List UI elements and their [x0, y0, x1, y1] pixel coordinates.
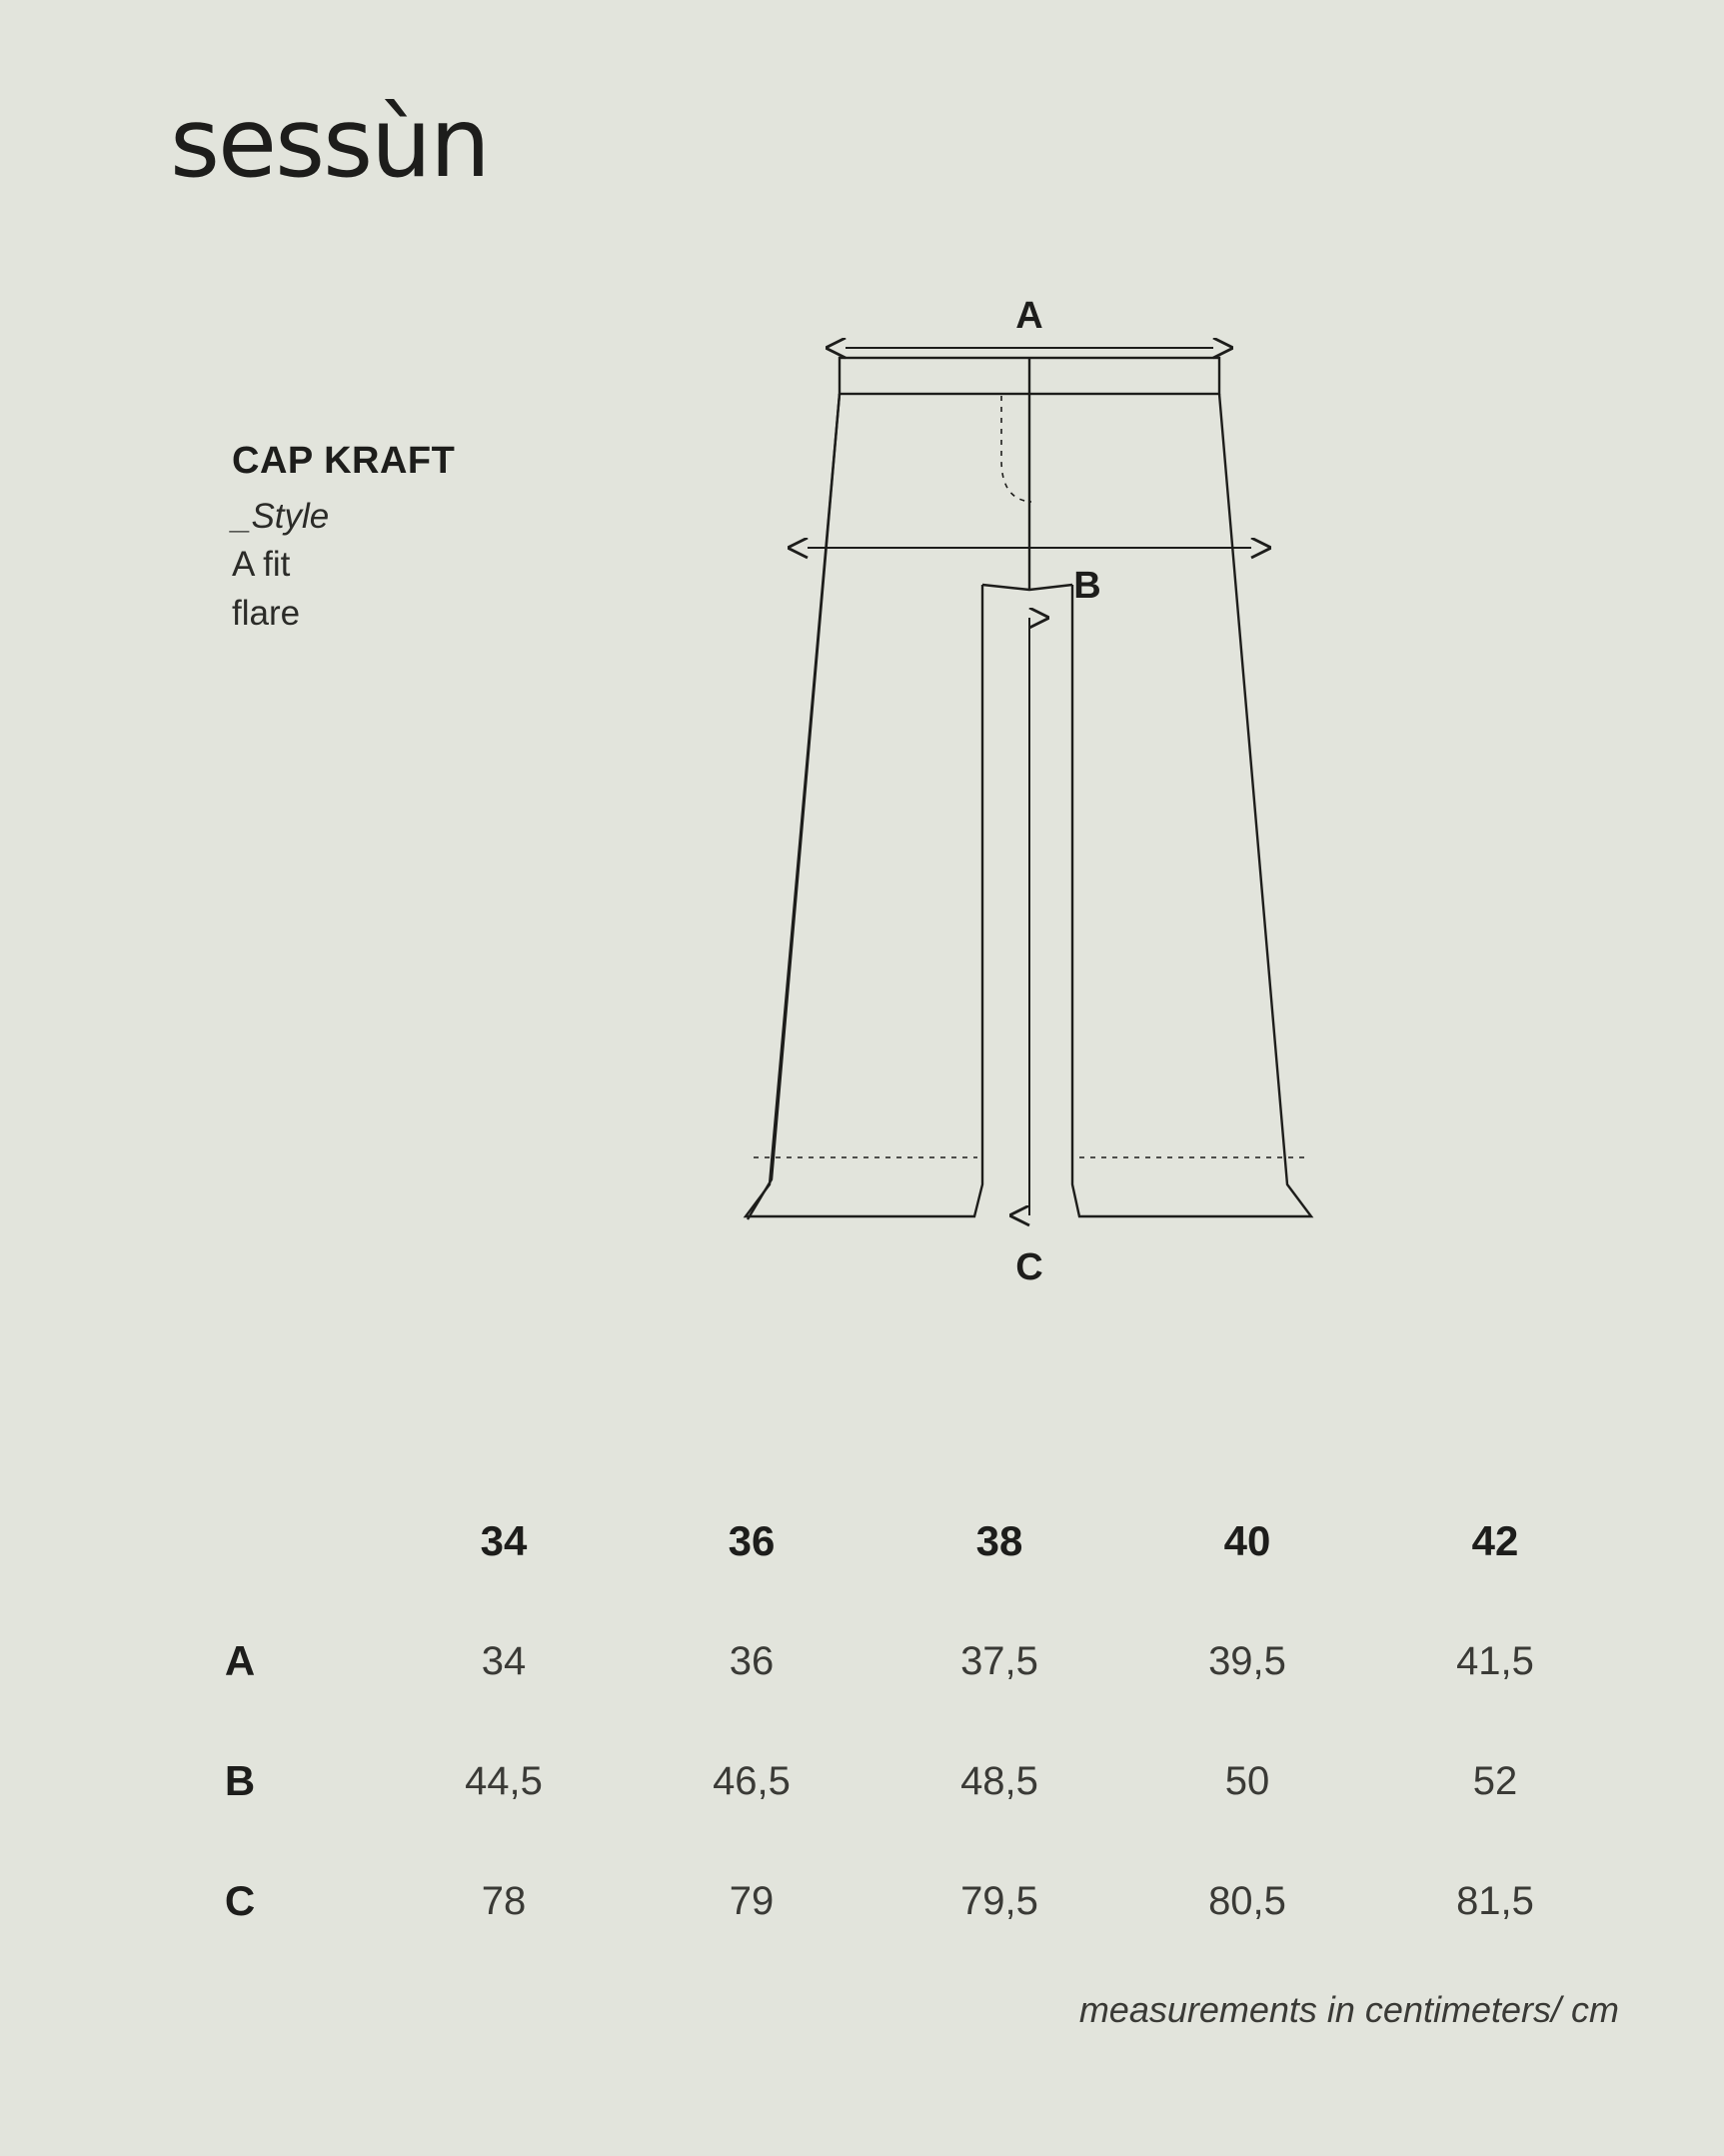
table-row — [100, 1721, 1619, 1841]
product-info — [232, 440, 652, 641]
cell-a-34: 34 — [481, 1638, 527, 1683]
cell-c-38: 79,5 — [960, 1878, 1038, 1923]
trouser-technical-drawing — [740, 295, 1479, 1429]
cell-c-40: 80,5 — [1208, 1878, 1286, 1923]
size-table — [100, 1481, 1619, 1961]
row-label-b: B — [224, 1757, 256, 1804]
cell-a-40: 39,5 — [1208, 1638, 1286, 1683]
measurement-unit-note: measurements in centimeters/ cm — [1078, 1989, 1619, 2030]
brand-logo: sessùn — [170, 87, 489, 199]
row-label-c: C — [224, 1877, 256, 1924]
cell-b-42: 52 — [1472, 1758, 1518, 1803]
cell-c-36: 79 — [729, 1878, 775, 1923]
cell-a-42: 41,5 — [1456, 1638, 1534, 1683]
page-title: CAP KRAFT — [232, 440, 456, 482]
label-b: B — [1073, 565, 1101, 607]
table-header-size-42: 42 — [1471, 1517, 1519, 1564]
cell-b-38: 48,5 — [960, 1758, 1038, 1803]
table-row — [100, 1601, 1619, 1721]
style-line-shape: flare — [232, 593, 301, 633]
style-label: _Style — [232, 497, 330, 536]
table-header-size-34: 34 — [480, 1517, 528, 1564]
cell-c-42: 81,5 — [1456, 1878, 1534, 1923]
table-header-size-40: 40 — [1223, 1517, 1271, 1564]
cell-a-38: 37,5 — [960, 1638, 1038, 1683]
table-row — [100, 1841, 1619, 1961]
table-header-row — [100, 1481, 1619, 1601]
cell-b-34: 44,5 — [465, 1758, 543, 1803]
row-label-a: A — [224, 1637, 256, 1684]
table-corner-cell — [100, 1481, 380, 1601]
style-line-fit: A fit — [232, 545, 291, 584]
label-a: A — [1015, 295, 1043, 337]
cell-b-40: 50 — [1224, 1758, 1270, 1803]
table-header-size-38: 38 — [975, 1517, 1023, 1564]
table-header-size-36: 36 — [728, 1517, 776, 1564]
cell-a-36: 36 — [729, 1638, 775, 1683]
cell-b-36: 46,5 — [713, 1758, 791, 1803]
label-c: C — [1015, 1246, 1043, 1288]
cell-c-34: 78 — [481, 1878, 527, 1923]
